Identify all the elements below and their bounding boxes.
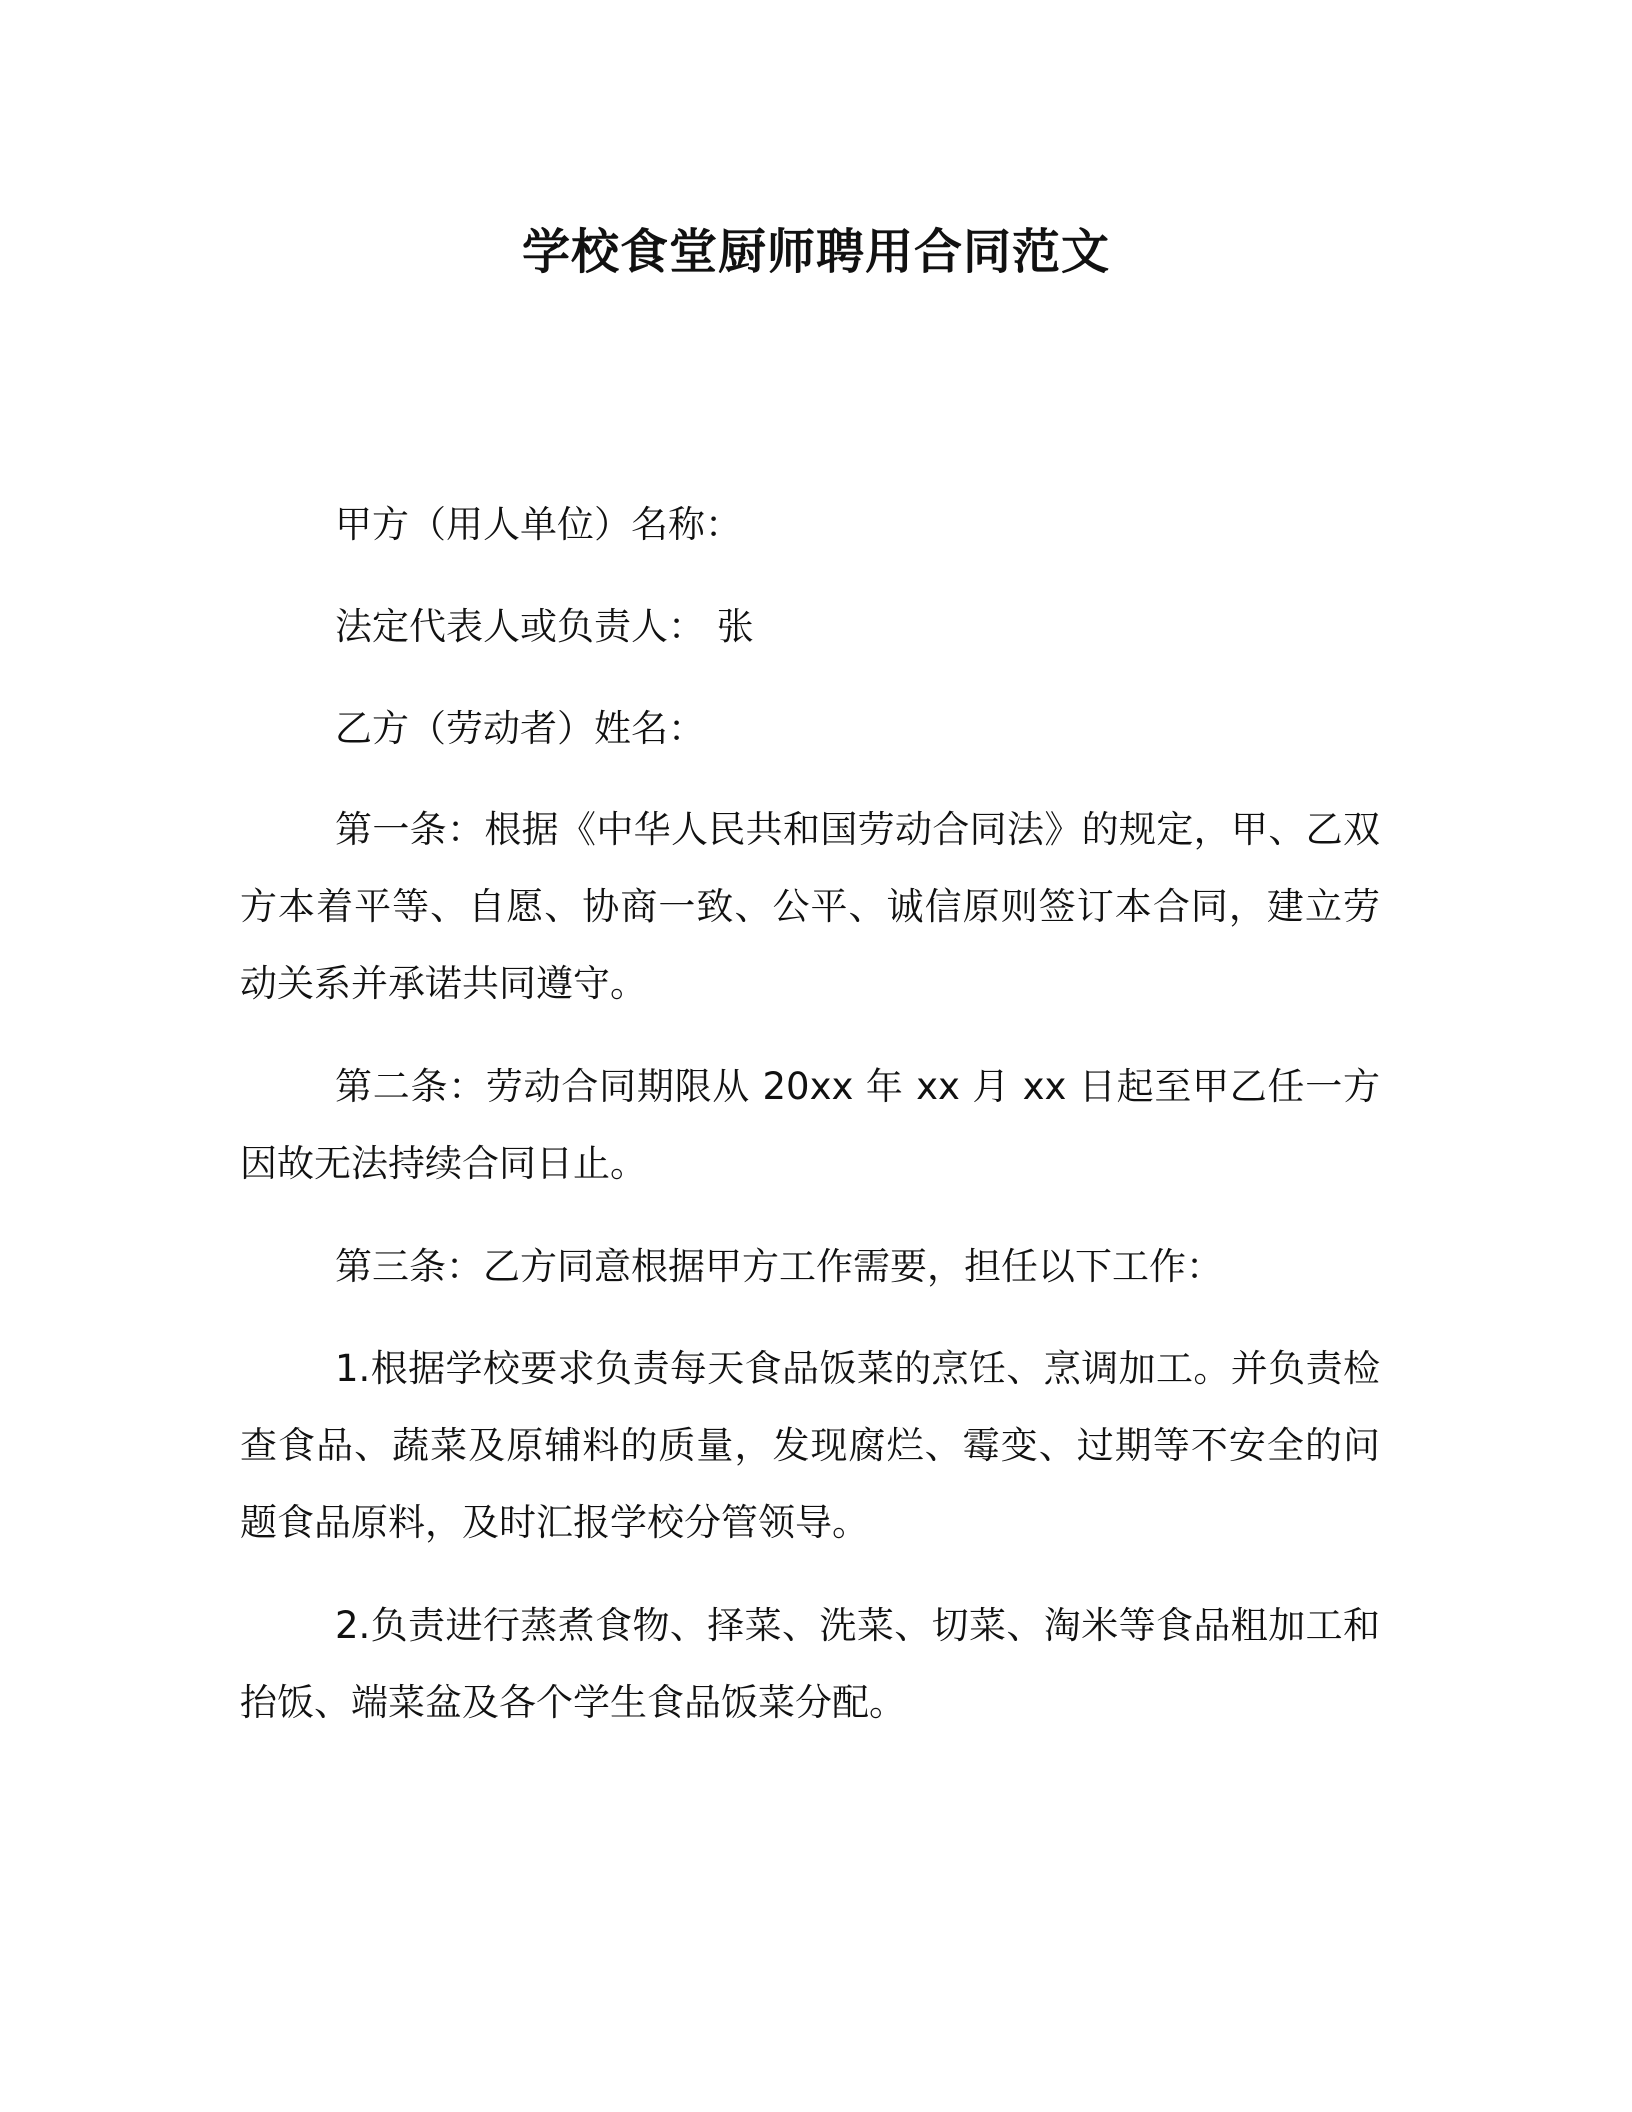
article-2-paragraph: 第二条：劳动合同期限从 20xx 年 xx 月 xx 日起至甲乙任一方因故无法持续合同日止。 [240, 1065, 1380, 1185]
document-title: 学校食堂厨师聘用合同范文 [521, 224, 1110, 280]
party-b-name-line: 乙方（劳动者）姓名： [335, 707, 705, 750]
legal-representative-line: 法定代表人或负责人： 张 [335, 605, 754, 648]
party-a-name-line: 甲方（用人单位）名称： [335, 503, 742, 546]
duty-1-paragraph: 1.根据学校要求负责每天食品饭菜的烹饪、烹调加工。并负责检查食品、蔬菜及原辅料的质量，发现腐烂、霉变、过期等不安全的问题食品原料，及时汇报学校分管领导。 [240, 1347, 1380, 1544]
duty-2-paragraph: 2.负责进行蒸煮食物、择菜、洗菜、切菜、淘米等食品粗加工和抬饭、端菜盆及各个学生食品饭菜分配。 [240, 1604, 1380, 1724]
article-3-paragraph: 第三条：乙方同意根据甲方工作需要，担任以下工作： [335, 1245, 1223, 1288]
article-1-paragraph: 第一条：根据《中华人民共和国劳动合同法》的规定，甲、乙双方本着平等、自愿、协商一致、公平、诚信原则签订本合同，建立劳动关系并承诺共同遵守。 [240, 808, 1380, 1005]
